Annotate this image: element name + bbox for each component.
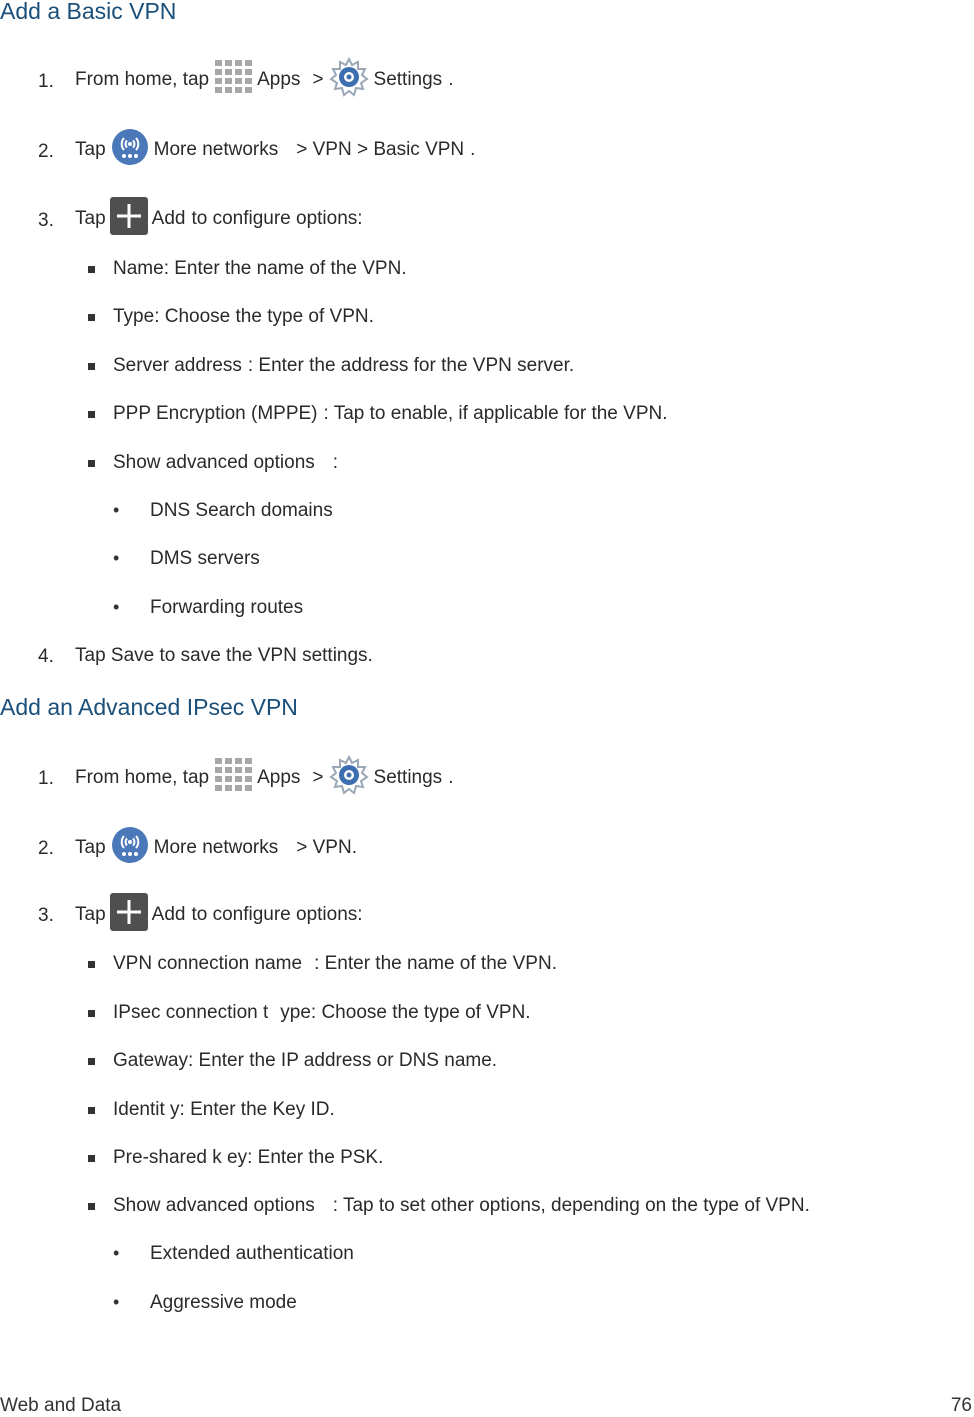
option-item — [113, 443, 338, 483]
more-networks-icon — [110, 825, 150, 871]
step-2-basic — [75, 130, 475, 170]
option-text: : Enter the address for the VPN server. — [247, 355, 575, 376]
option-item — [113, 944, 557, 984]
option-label: Identit y — [113, 1099, 180, 1120]
option-label: IPsec connection t — [113, 1002, 269, 1023]
more-networks-icon — [110, 127, 150, 173]
sub-option-text: DMS servers — [150, 548, 260, 569]
bullet-square — [88, 266, 95, 273]
bullet-square — [88, 363, 95, 370]
step-3-ipsec — [75, 895, 363, 935]
bullet-square — [88, 1107, 95, 1114]
option-label: PPP Encryption (MPPE) — [113, 403, 318, 424]
option-item — [113, 394, 668, 434]
section-heading-ipsec-vpn: Add an Advanced IPsec VPN — [0, 694, 298, 720]
separator: > — [312, 69, 324, 90]
option-item — [113, 1041, 497, 1081]
step-number: 2. — [38, 141, 54, 162]
step-text: to configure options: — [191, 904, 363, 925]
bullet-dot: • — [113, 1292, 120, 1312]
option-item — [113, 346, 574, 386]
add-label: Add — [151, 208, 186, 229]
bullet-square — [88, 1058, 95, 1065]
bullet-square — [88, 314, 95, 321]
option-label: Show advanced options — [113, 452, 315, 473]
option-label: VPN connection name — [113, 953, 303, 974]
option-text: : Tap to set other options, depending on the type of VPN. — [332, 1195, 810, 1216]
bullet-dot: • — [113, 597, 120, 617]
bullet-dot: • — [113, 500, 120, 520]
step-end: . — [448, 69, 454, 90]
step-2-ipsec — [75, 828, 357, 868]
option-item — [113, 1186, 810, 1226]
sub-option-item — [150, 1283, 297, 1323]
option-label: Show advanced options — [113, 1195, 315, 1216]
option-item — [113, 1090, 335, 1130]
step-text: From home, tap — [75, 69, 210, 90]
page-number: 76 — [950, 1395, 972, 1416]
option-text: : Tap to enable, if applicable for the VPN. — [323, 403, 668, 424]
option-text: : Enter the PSK. — [247, 1147, 384, 1168]
sub-option-item — [150, 491, 333, 531]
option-label: Name — [113, 258, 164, 279]
bullet-square — [88, 460, 95, 467]
bullet-dot: • — [113, 1243, 120, 1263]
option-label: Server address — [113, 355, 242, 376]
step-text: Tap — [75, 904, 106, 925]
sub-option-text: Extended authentication — [150, 1243, 354, 1264]
step-number: 1. — [38, 768, 54, 789]
option-item — [113, 249, 407, 289]
option-text: : Enter the Key ID. — [179, 1099, 335, 1120]
more-networks-label: More networks — [153, 139, 279, 160]
bullet-dot: • — [113, 548, 120, 568]
step-end: . — [448, 767, 454, 788]
apps-grid-icon — [213, 57, 253, 103]
sub-option-text: DNS Search domains — [150, 500, 333, 521]
step-number: 2. — [38, 838, 54, 859]
step-3-basic — [75, 199, 363, 239]
sub-option-text: Aggressive mode — [150, 1292, 297, 1313]
option-item — [113, 1138, 383, 1178]
section-heading-basic-vpn: Add a Basic VPN — [0, 0, 177, 24]
apps-label: Apps — [257, 69, 301, 90]
step-text: to configure options: — [191, 208, 363, 229]
bullet-square — [88, 1010, 95, 1017]
sub-option-item — [150, 588, 303, 628]
step-1-basic — [75, 60, 453, 100]
settings-label: Settings — [373, 69, 443, 90]
step-end: . — [470, 139, 476, 160]
step-1-ipsec — [75, 758, 453, 798]
more-networks-label: More networks — [153, 837, 279, 858]
step-text: From home, tap — [75, 767, 210, 788]
step-text: Tap — [75, 208, 106, 229]
option-label: ype — [280, 1002, 311, 1023]
option-label: Gateway — [113, 1050, 188, 1071]
step-text: Tap — [75, 837, 106, 858]
option-text: : — [332, 452, 339, 473]
option-text: : Enter the name of the VPN. — [163, 258, 407, 279]
add-plus-icon — [110, 197, 148, 241]
option-text: : Enter the IP address or DNS name. — [187, 1050, 498, 1071]
settings-gear-icon — [328, 754, 370, 802]
sub-option-item — [150, 539, 260, 579]
settings-label: Settings — [373, 767, 443, 788]
sub-option-item — [150, 1234, 354, 1274]
step-4-basic — [75, 636, 373, 676]
footer-section-title: Web and Data — [0, 1395, 122, 1416]
sub-option-text: Forwarding routes — [150, 597, 304, 618]
step-text: Tap Save to save the VPN settings. — [75, 645, 373, 666]
settings-gear-icon — [328, 56, 370, 104]
add-plus-icon — [110, 893, 148, 937]
step-text: Tap — [75, 139, 106, 160]
bullet-square — [88, 411, 95, 418]
option-label: Pre-shared k ey — [113, 1147, 248, 1168]
step-number: 1. — [38, 71, 54, 92]
apps-label: Apps — [257, 767, 301, 788]
step-number: 3. — [38, 210, 54, 231]
step-number: 4. — [38, 646, 54, 667]
bullet-square — [88, 1155, 95, 1162]
bullet-square — [88, 961, 95, 968]
option-item — [113, 993, 531, 1033]
option-label: Type — [113, 306, 155, 327]
bullet-square — [88, 1203, 95, 1210]
apps-grid-icon — [213, 755, 253, 801]
option-item — [113, 297, 374, 337]
step-text: > VPN. — [296, 837, 357, 858]
separator: > — [312, 767, 324, 788]
step-number: 3. — [38, 905, 54, 926]
option-text: : Enter the name of the VPN. — [314, 953, 557, 974]
add-label: Add — [151, 904, 186, 925]
option-text: : Choose the type of VPN. — [310, 1002, 531, 1023]
step-text: > VPN > Basic VPN — [296, 139, 465, 160]
option-text: : Choose the type of VPN. — [154, 306, 374, 327]
